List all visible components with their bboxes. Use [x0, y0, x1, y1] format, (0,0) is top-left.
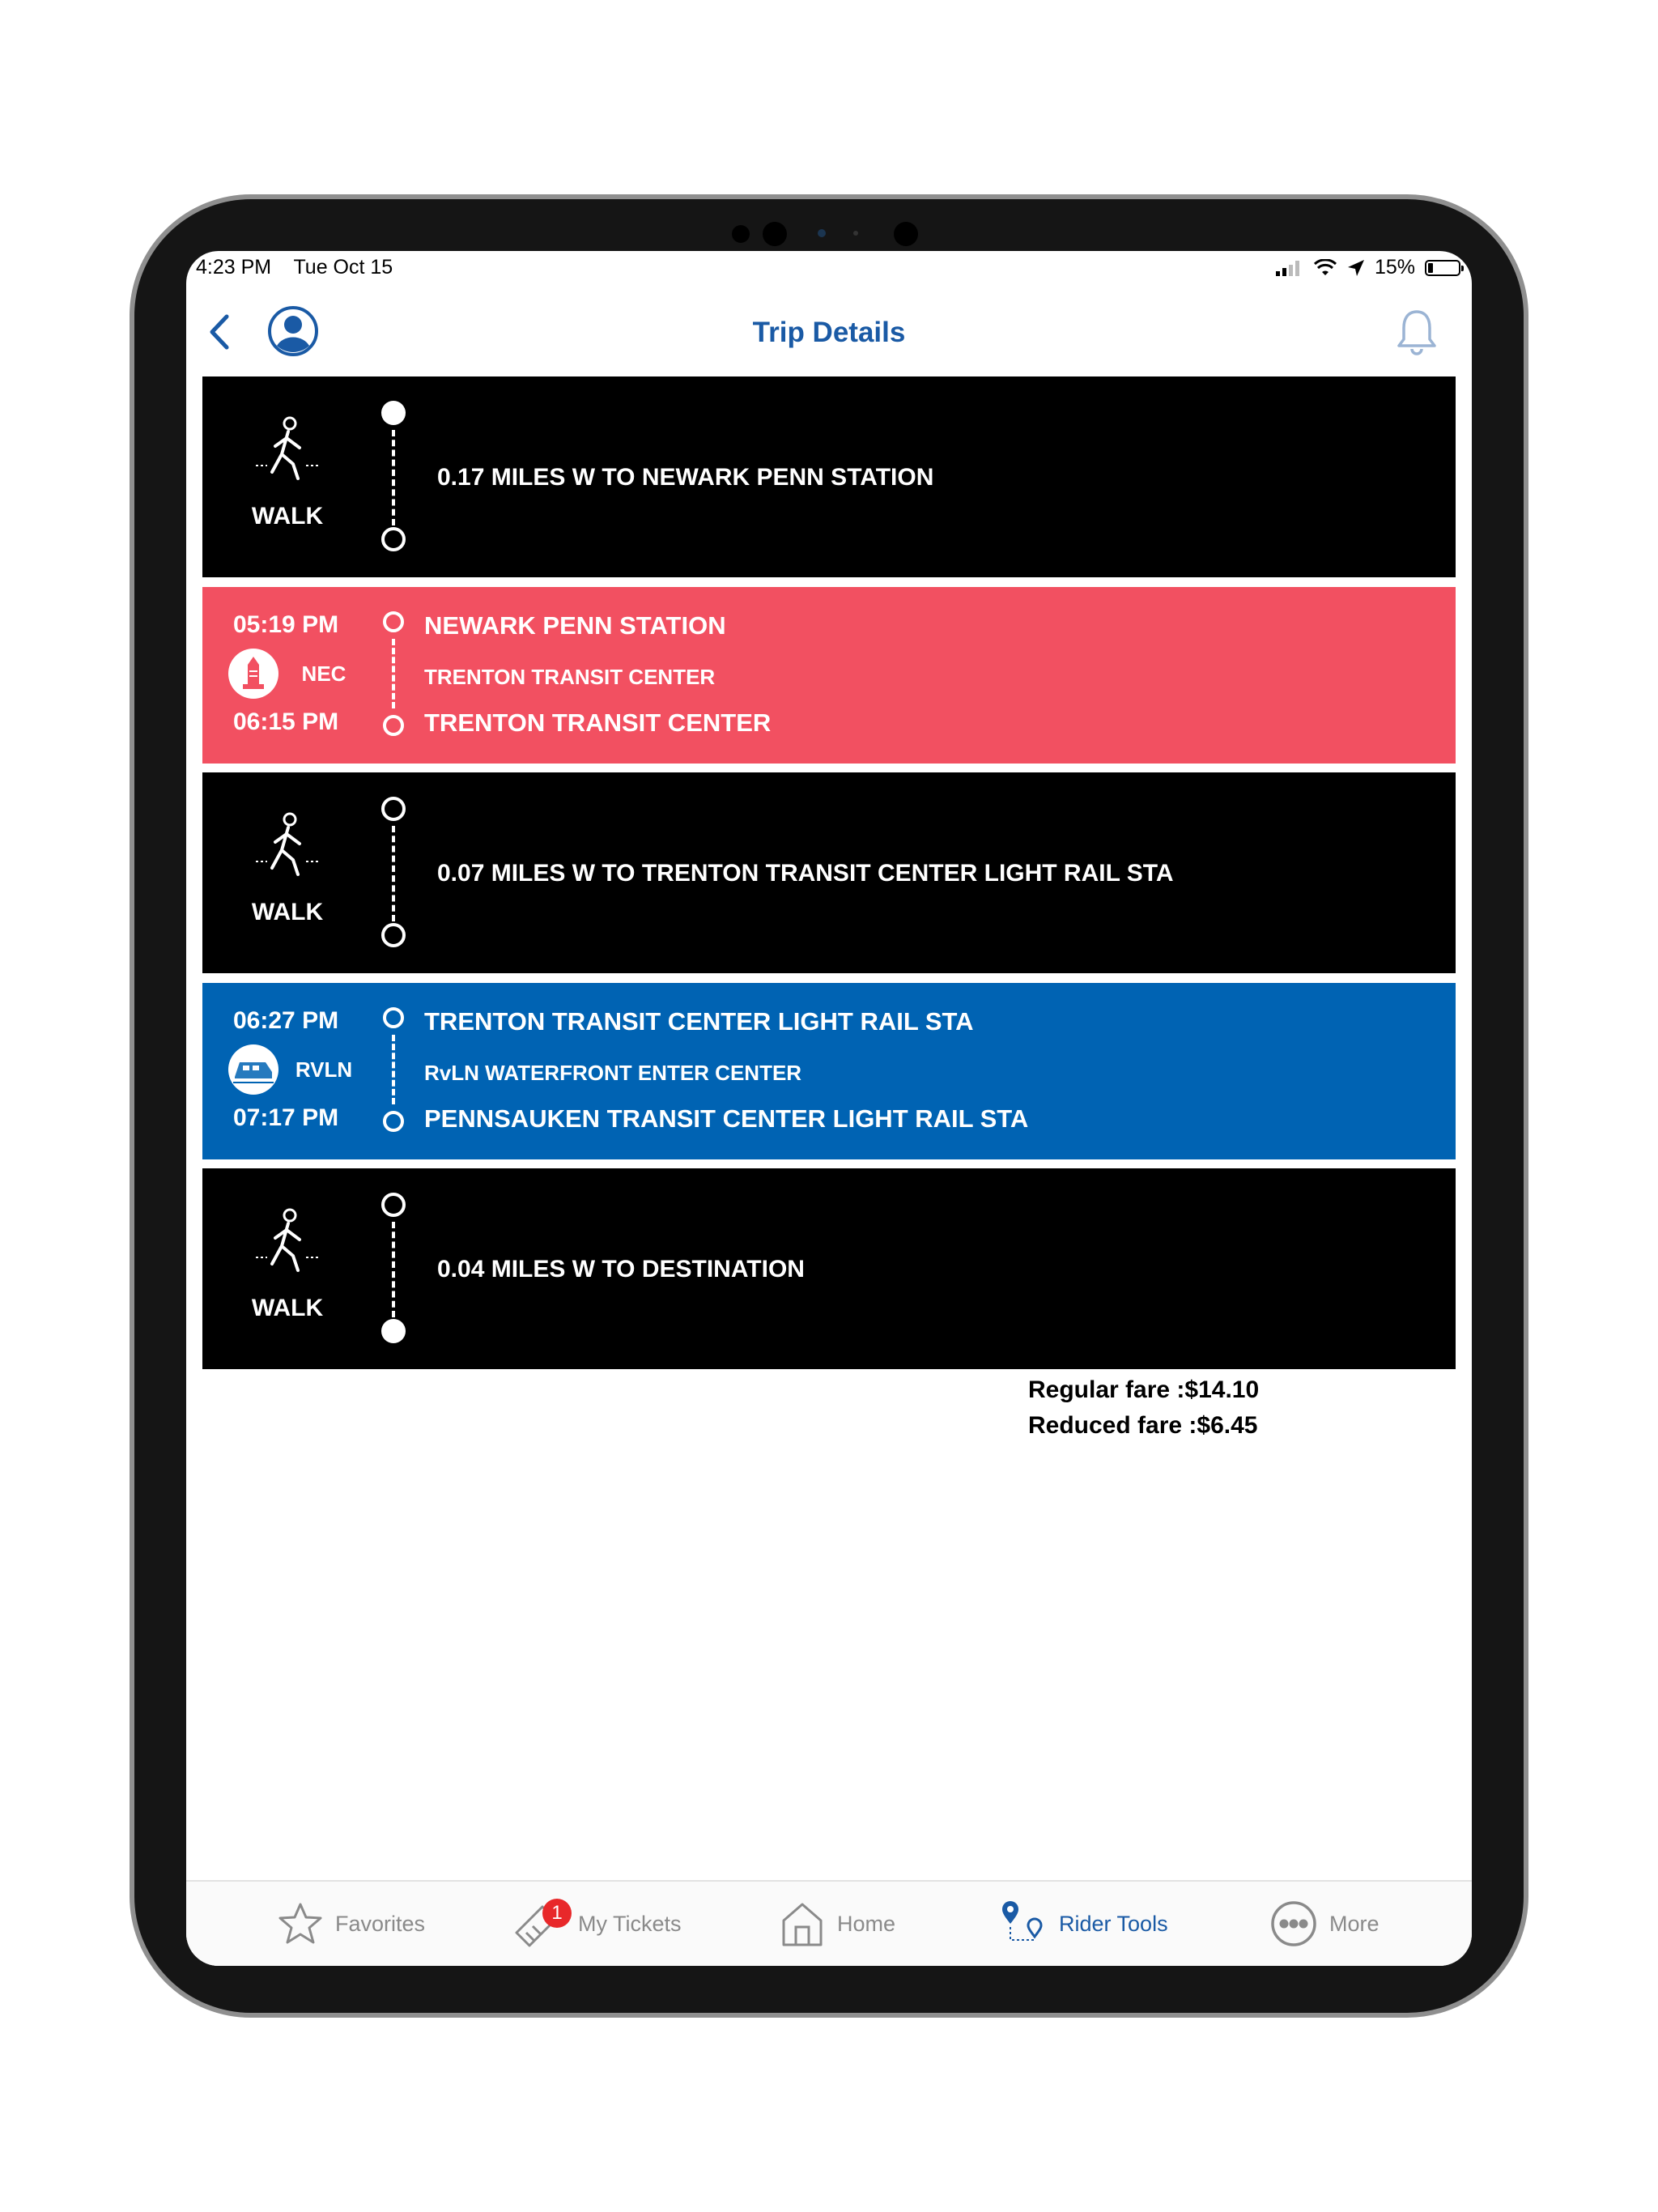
status-date: Tue Oct 15	[293, 256, 393, 279]
pedestrian-icon	[251, 1207, 324, 1280]
wifi-icon	[1313, 259, 1337, 277]
arrive-time: 07:17 PM	[233, 1104, 339, 1131]
tab-label: Home	[837, 1911, 896, 1936]
app-screen	[186, 251, 1472, 1966]
route-name: NEC	[301, 661, 346, 686]
fare-summary	[1028, 1372, 1259, 1444]
reduced-fare: Reduced fare :$6.45	[1028, 1412, 1258, 1439]
start-point-icon	[381, 1193, 406, 1217]
leg-connector	[392, 430, 395, 525]
home-icon	[779, 1899, 826, 1948]
walk-label: WALK	[251, 1295, 324, 1321]
bell-icon[interactable]	[1394, 307, 1439, 359]
depart-time: 05:19 PM	[233, 611, 339, 638]
leg-connector	[392, 639, 395, 708]
trip-leg-walk[interactable]	[202, 1168, 1456, 1369]
origin-stop: NEWARK PENN STATION	[424, 611, 726, 640]
end-point-icon	[381, 1319, 406, 1343]
more-dots-icon	[1269, 1899, 1318, 1948]
cellular-signal-icon	[1276, 260, 1303, 276]
destination-stop: PENNSAUKEN TRANSIT CENTER LIGHT RAIL STA	[424, 1104, 1029, 1133]
tab-home[interactable]	[779, 1882, 895, 1966]
arrive-time: 06:15 PM	[233, 708, 339, 735]
end-point-icon	[381, 527, 406, 551]
walk-directions: 0.04 MILES W TO DESTINATION	[437, 1256, 805, 1283]
tab-label: More	[1329, 1911, 1380, 1936]
battery-percent: 15%	[1374, 256, 1415, 279]
map-pins-icon	[996, 1899, 1048, 1948]
origin-stop: TRENTON TRANSIT CENTER LIGHT RAIL STA	[424, 1007, 974, 1036]
walk-directions: 0.07 MILES W TO TRENTON TRANSIT CENTER LIGHT RAIL STA	[437, 860, 1174, 887]
destination-stop: TRENTON TRANSIT CENTER	[424, 708, 772, 737]
tab-my-tickets[interactable]	[510, 1882, 682, 1966]
leg-connector	[392, 1222, 395, 1317]
tab-label: Rider Tools	[1059, 1911, 1168, 1936]
tab-label: My Tickets	[578, 1911, 682, 1936]
walk-directions: 0.17 MILES W TO NEWARK PENN STATION	[437, 464, 934, 491]
tab-label: Favorites	[335, 1911, 426, 1936]
headsign: RvLN WATERFRONT ENTER CENTER	[424, 1061, 802, 1085]
end-point-icon	[381, 923, 406, 947]
trip-leg-walk[interactable]	[202, 376, 1456, 577]
status-time: 4:23 PM	[196, 256, 272, 279]
tab-more[interactable]	[1269, 1882, 1380, 1966]
commuter-train-icon	[228, 649, 278, 699]
start-point-icon	[381, 797, 406, 821]
pedestrian-icon	[251, 415, 324, 488]
ticket-count-badge: 1	[542, 1899, 572, 1928]
status-bar	[186, 251, 1472, 283]
page-title: Trip Details	[752, 317, 906, 348]
tab-bar	[186, 1880, 1472, 1966]
battery-icon	[1425, 260, 1460, 276]
location-arrow-icon	[1347, 259, 1365, 277]
leg-connector	[392, 1035, 395, 1104]
headsign: TRENTON TRANSIT CENTER	[424, 665, 716, 689]
leg-connector	[392, 826, 395, 921]
camera-bar	[724, 217, 934, 249]
route-name: RVLN	[295, 1057, 353, 1082]
light-rail-icon	[228, 1044, 278, 1095]
walk-label: WALK	[251, 899, 324, 925]
walk-label: WALK	[251, 503, 324, 530]
destination-stop-icon	[383, 715, 404, 736]
star-icon	[277, 1901, 324, 1946]
navigation-bar	[186, 287, 1472, 376]
trip-leg-transit-nec[interactable]	[202, 587, 1456, 764]
trip-leg-transit-rvln[interactable]	[202, 983, 1456, 1159]
tab-favorites[interactable]	[277, 1882, 425, 1966]
depart-time: 06:27 PM	[233, 1007, 339, 1034]
regular-fare: Regular fare :$14.10	[1028, 1376, 1260, 1403]
origin-stop-icon	[383, 1007, 404, 1028]
start-point-icon	[381, 401, 406, 425]
tab-rider-tools[interactable]	[996, 1882, 1168, 1966]
origin-stop-icon	[383, 611, 404, 632]
destination-stop-icon	[383, 1111, 404, 1132]
pedestrian-icon	[251, 811, 324, 884]
trip-leg-walk[interactable]	[202, 772, 1456, 973]
